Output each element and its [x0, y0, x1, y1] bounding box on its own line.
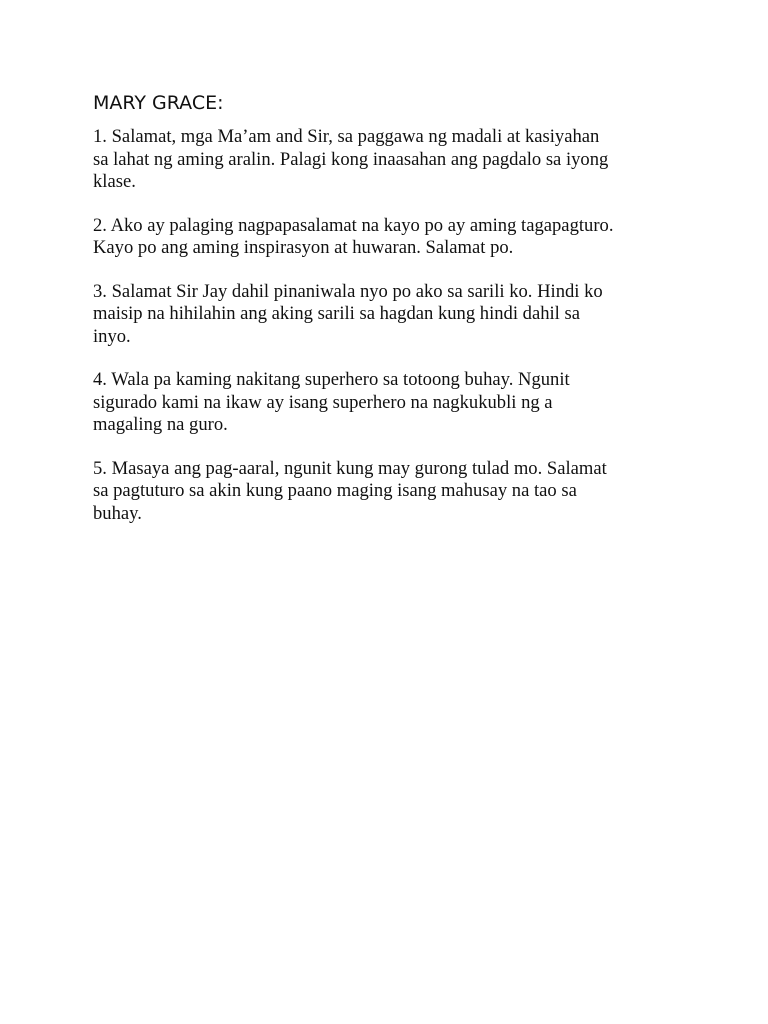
paragraph-3 — [93, 281, 693, 349]
paragraph-2 — [93, 215, 693, 260]
paragraph-line: 2. Ako ay palaging nagpapasalamat na kayo po ay aming tagapagturo. — [93, 214, 614, 236]
paragraph-line: sa pagtuturo sa akin kung paano maging isang mahusay na tao sa — [93, 480, 577, 501]
paragraph-line: klase. — [93, 171, 136, 192]
paragraph-1 — [93, 126, 693, 194]
document-body — [93, 90, 693, 546]
paragraph-line: magaling na guro. — [93, 414, 228, 435]
paragraph-line: buhay. — [93, 502, 142, 524]
page-title: MARY GRACE: — [93, 92, 224, 114]
paragraph-line: 4. Wala pa kaming nakitang superhero sa totoong buhay. Ngunit — [93, 369, 570, 390]
paragraph-line: Kayo po ang aming inspirasyon at huwaran. Salamat po. — [93, 237, 514, 258]
paragraph-5 — [93, 458, 693, 526]
paragraph-line: 5. Masaya ang pag-aaral, ngunit kung may gurong tulad mo. Salamat — [93, 457, 607, 479]
paragraph-line: 1. Salamat, mga Ma’am and Sir, sa paggawa ng madali at kasiyahan — [93, 126, 600, 147]
paragraph-line: maisip na hihilahin ang aking sarili sa hagdan kung hindi dahil sa — [93, 303, 580, 324]
paragraph-line: 3. Salamat Sir Jay dahil pinaniwala nyo po ako sa sarili ko. Hindi ko — [93, 280, 603, 302]
paragraph-line: sigurado kami na ikaw ay isang superhero na nagkukubli ng a — [93, 391, 553, 413]
paragraph-line: inyo. — [93, 325, 131, 347]
paragraph-line: sa lahat ng aming aralin. Palagi kong inaasahan ang pagdalo sa iyong — [93, 148, 609, 170]
paragraph-4 — [93, 369, 693, 437]
